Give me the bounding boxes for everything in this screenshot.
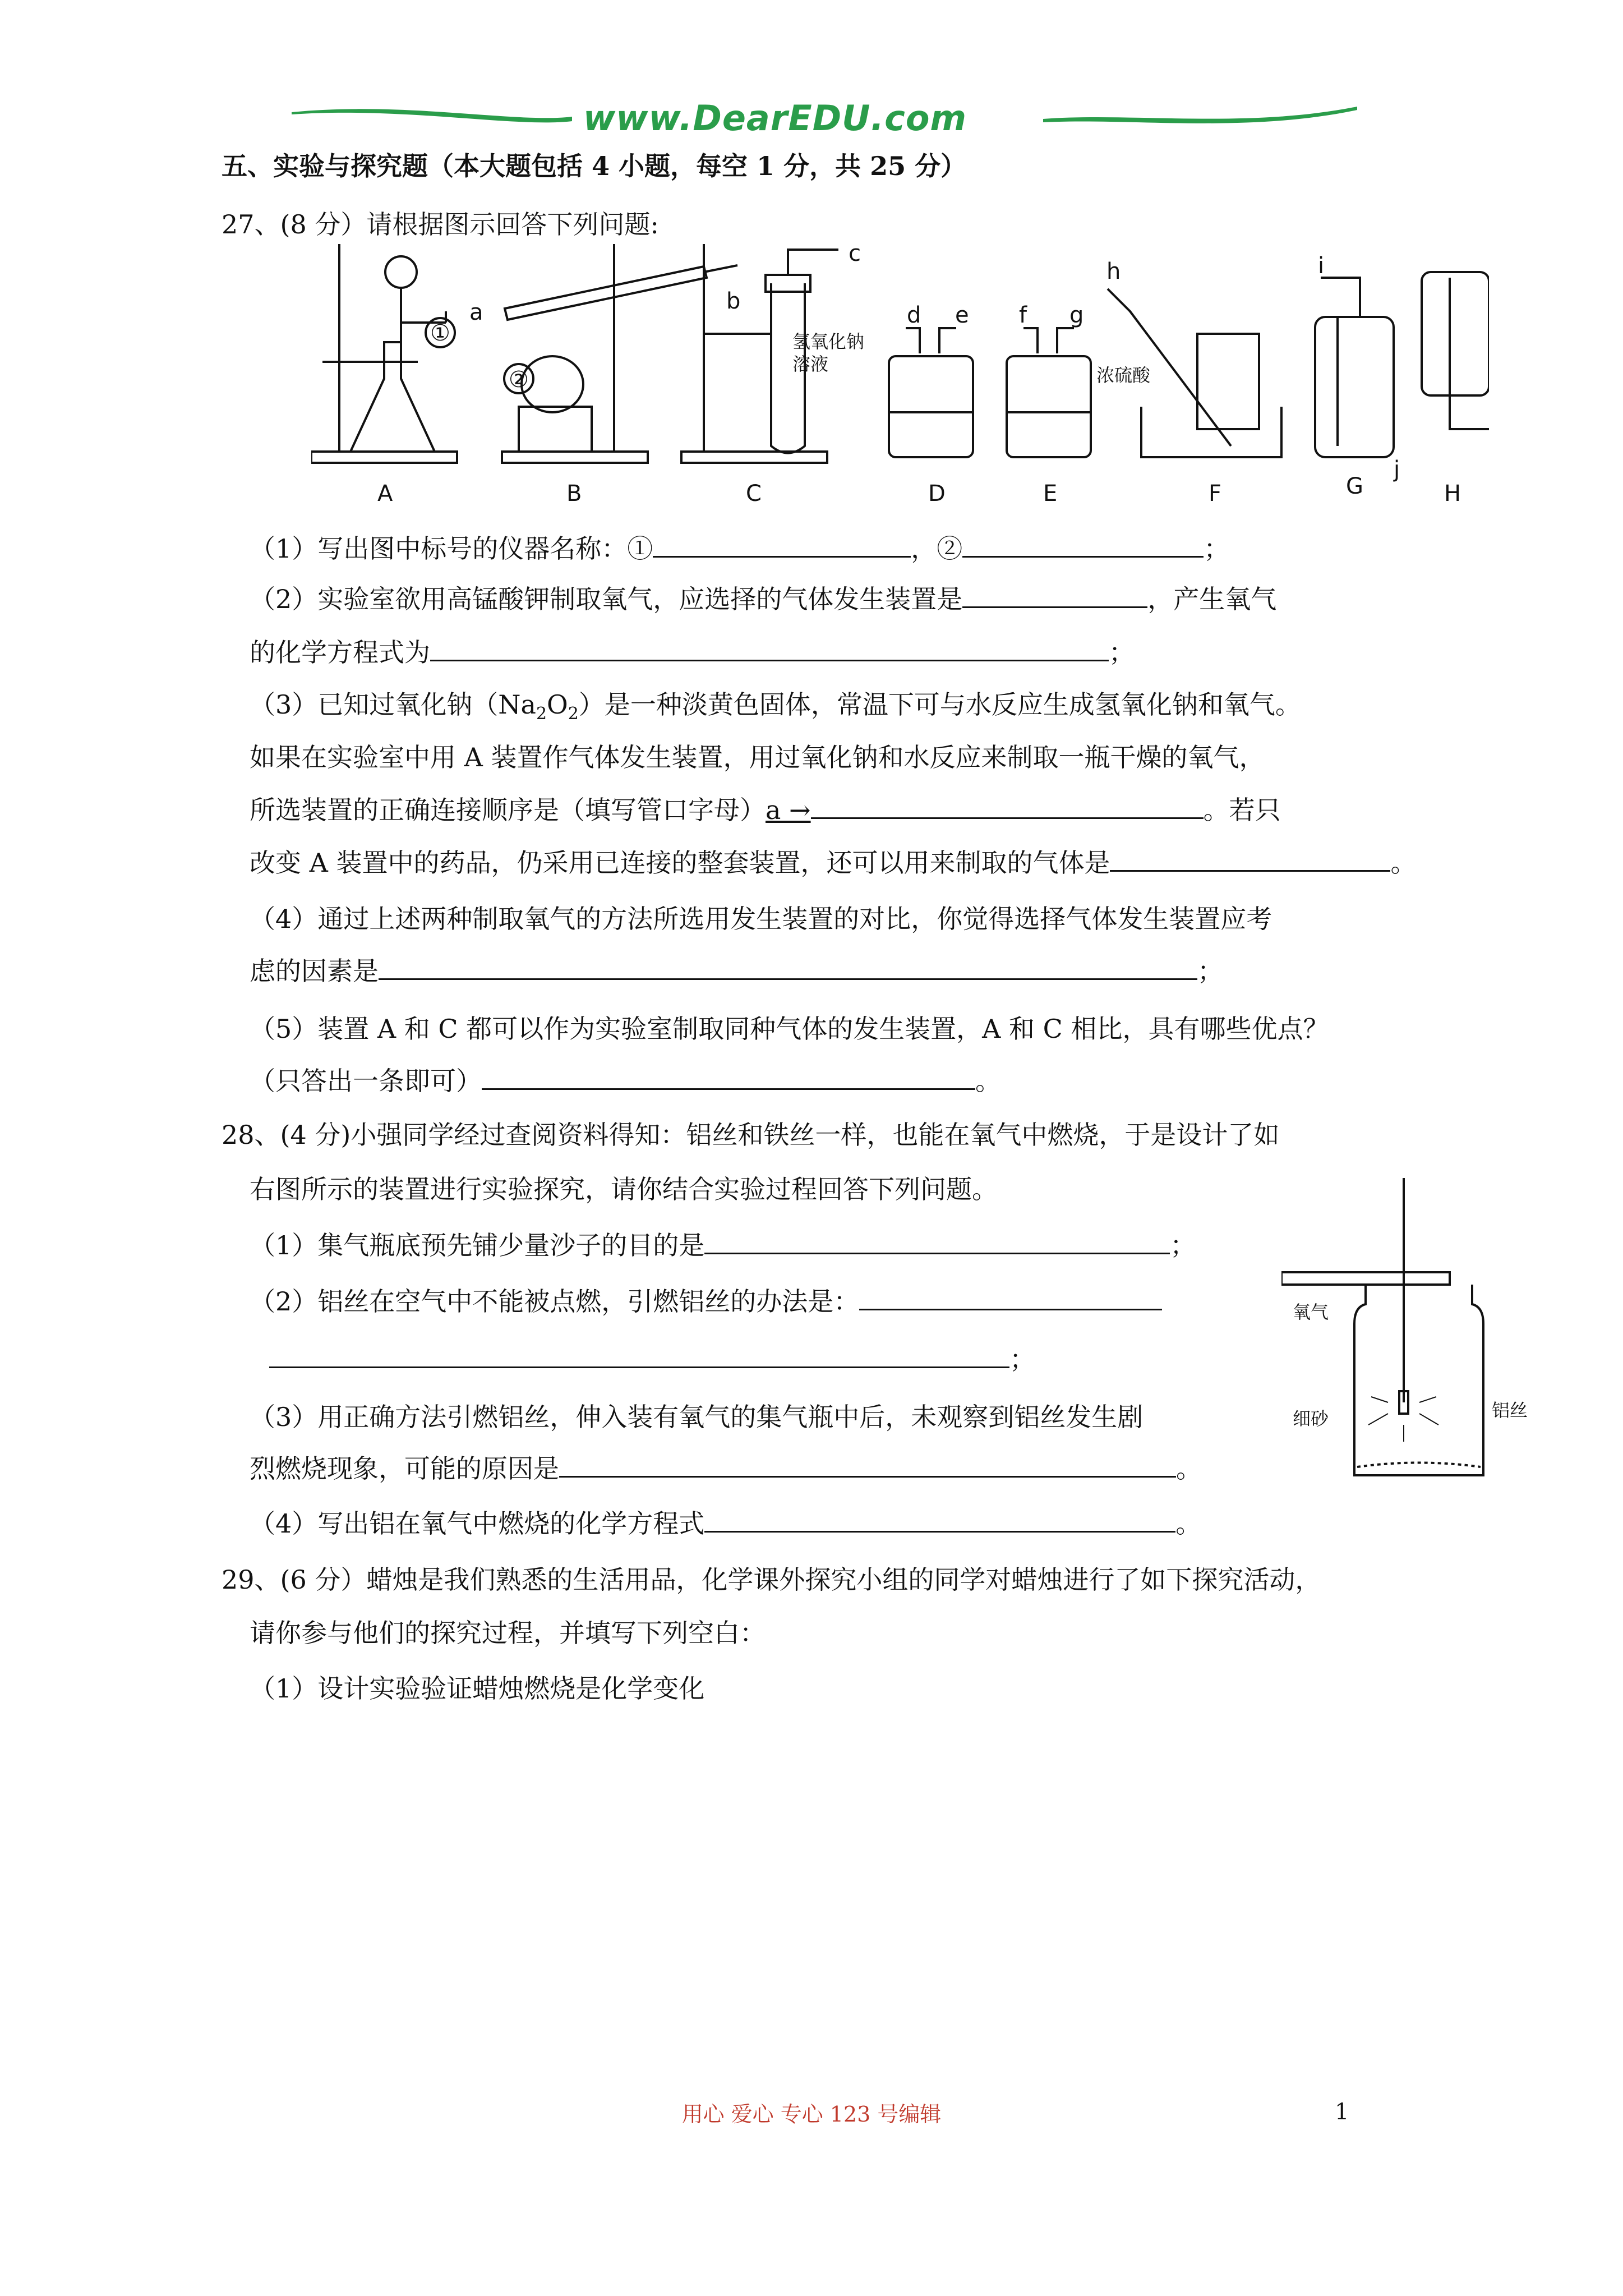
answer-blank-27-2a[interactable]	[962, 584, 1147, 608]
answer-blank-28-2b[interactable]	[269, 1344, 1009, 1368]
q28-p4: （4）写出铝在氧气中燃烧的化学方程式 。	[250, 1508, 1202, 1539]
letter-h: H	[1444, 481, 1461, 507]
answer-blank-27-3b[interactable]	[1110, 848, 1390, 872]
label-b: b	[726, 288, 741, 314]
letter-g: G	[1346, 473, 1363, 499]
site-logo-text[interactable]: www.DearEDU.com	[583, 98, 967, 139]
answer-blank-28-1[interactable]	[704, 1230, 1170, 1254]
q28-p1: （1）集气瓶底预先铺少量沙子的目的是 ；	[250, 1230, 1196, 1260]
letter-b: B	[566, 481, 582, 507]
q29-stem-a: 29、(6 分）蜡烛是我们熟悉的生活用品，化学课外探究小组的同学对蜡烛进行了如下探究活动，	[222, 1565, 1321, 1595]
label-j: j	[1394, 457, 1400, 482]
q27-apparatus-figure	[311, 244, 1489, 513]
q27-p1: （1）写出图中标号的仪器名称：① ，② ；	[250, 533, 1230, 564]
q28-p2-cont: ；	[269, 1343, 1035, 1375]
q28-p3a: （3）用正确方法引燃铝丝，伸入装有氧气的集气瓶中后，未观察到铝丝发生剧	[250, 1402, 1144, 1432]
label-f: f	[1019, 302, 1027, 328]
q28-stem-b: 右图所示的装置进行实验探究，请你结合实验过程回答下列问题。	[250, 1174, 998, 1204]
reagent-d-line2: 溶液	[792, 353, 829, 375]
q27-p3a: （3）已知过氧化钠$(Na_2O_2)$是一种淡黄色固体，常温下可与水反应生成氢氧化钠和氧气。	[250, 689, 1301, 724]
label-d: d	[907, 302, 921, 328]
label-a: a	[469, 300, 483, 325]
q28-oxygen-jar-figure	[1281, 1178, 1528, 1492]
q27-p3c: 所选装置的正确连接顺序是（填写管口字母）a → 。若只	[250, 795, 1281, 825]
letter-e: E	[1043, 481, 1058, 507]
letter-c: C	[746, 481, 762, 507]
label-h: h	[1106, 259, 1121, 284]
label-oxygen: 氧气	[1293, 1301, 1329, 1323]
q27-p5a: （5）装置 A 和 C 都可以作为实验室制取同种气体的发生装置，A 和 C 相比，具有哪些优点？	[250, 1014, 1329, 1044]
letter-a: A	[377, 481, 393, 507]
answer-blank-27-5[interactable]	[482, 1066, 975, 1090]
q27-stem: 27、(8 分）请根据图示回答下列问题:	[222, 209, 659, 240]
answer-blank-27-4[interactable]	[379, 956, 1197, 980]
q29-p1: （1）设计实验验证蜡烛燃烧是化学变化	[250, 1673, 705, 1704]
answer-blank-28-2a[interactable]	[859, 1286, 1162, 1310]
answer-blank-28-4[interactable]	[704, 1508, 1175, 1533]
label-e: e	[955, 302, 969, 328]
q27-p5b: （只答出一条即可） 。	[250, 1066, 1001, 1096]
reagent-e: 浓硫酸	[1096, 365, 1151, 386]
q27-p2b: 的化学方程式为 ；	[250, 637, 1135, 668]
q27-p2a: （2）实验室欲用高锰酸钾制取氧气，应选择的气体发生装置是 ，产生氧气	[250, 584, 1277, 614]
q28-p2: （2）铝丝在空气中不能被点燃，引燃铝丝的办法是：	[250, 1286, 1162, 1317]
q28-stem-a: 28、(4 分)小强同学经过查阅资料得知：铝丝和铁丝一样，也能在氧气中燃烧，于是设计了如	[222, 1120, 1280, 1150]
marker-1: ①	[430, 320, 450, 346]
q27-p4b: 虑的因素是 ；	[250, 956, 1223, 986]
q27-p3b: 如果在实验室中用 A 装置作气体发生装置，用过氧化钠和水反应来制取一瓶干燥的氧气，	[250, 742, 1265, 772]
q27-p3d: 改变 A 装置中的药品，仍采用已连接的整套装置，还可以用来制取的气体是 。	[250, 848, 1417, 878]
answer-blank-27-2b[interactable]	[430, 637, 1109, 661]
q27-p4a: （4）通过上述两种制取氧气的方法所选用发生装置的对比，你觉得选择气体发生装置应考	[250, 904, 1272, 934]
letter-f: F	[1209, 481, 1222, 507]
stand-base-a	[311, 452, 457, 463]
label-c: c	[849, 244, 861, 266]
answer-blank-28-3[interactable]	[559, 1453, 1176, 1478]
q29-stem-b: 请你参与他们的探究过程，并填写下列空白：	[250, 1618, 766, 1648]
answer-blank-27-1a[interactable]	[653, 533, 911, 558]
apparatus-labels	[377, 244, 1461, 507]
label-i: i	[1318, 253, 1325, 279]
section-title: 五、实验与探究题（本大题包括 4 小题，每空 1 分，共 25 分）	[222, 151, 967, 181]
letter-d: D	[928, 481, 946, 507]
q28-p3b: 烈燃烧现象，可能的原因是 。	[250, 1453, 1202, 1484]
label-al-wire: 铝丝	[1492, 1400, 1528, 1421]
page-number: 1	[1335, 2099, 1349, 2125]
label-g: g	[1069, 302, 1084, 328]
answer-blank-27-1b[interactable]	[962, 533, 1204, 558]
label-sand: 细砂	[1293, 1408, 1329, 1429]
answer-blank-27-3a[interactable]	[811, 795, 1204, 819]
marker-2: ②	[509, 367, 529, 393]
reagent-d-line1: 氢氧化钠	[792, 331, 865, 352]
footer-text: 用心 爱心 专心 123 号编辑	[681, 2102, 942, 2127]
